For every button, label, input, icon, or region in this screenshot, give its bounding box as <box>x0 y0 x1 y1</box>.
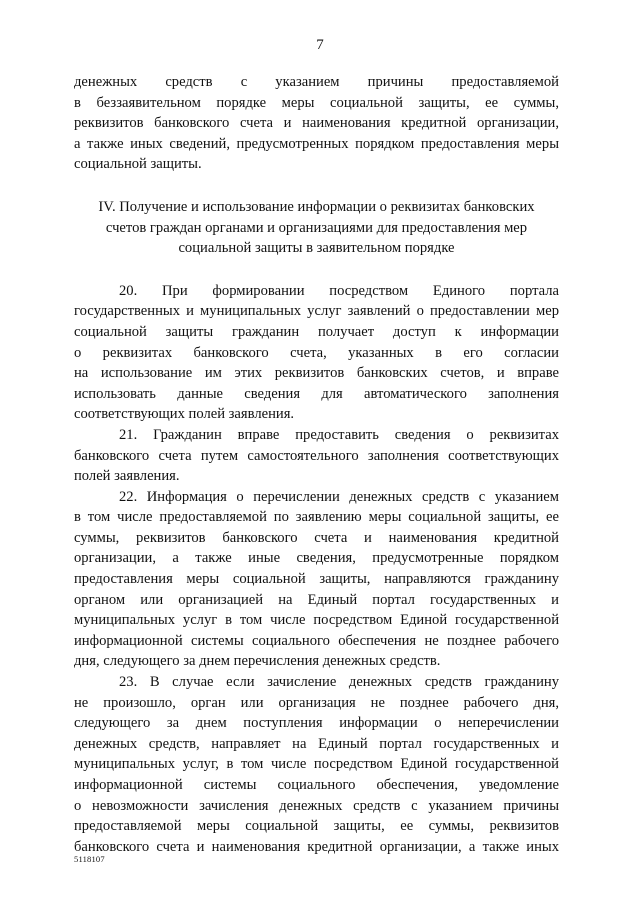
text-line: 20. При формировании посредством Единого портала <box>119 282 559 299</box>
text-line: банковского счета и наименования кредитной организации, а также иных <box>74 838 559 855</box>
text-line: соответствующих полей заявления. <box>74 406 295 423</box>
paragraph-20 <box>74 281 559 425</box>
section-heading <box>74 197 559 259</box>
text-line: денежных средств, направляет на Единый портал государственных и <box>74 735 559 752</box>
paragraph-23 <box>74 672 559 857</box>
paragraph-22 <box>74 487 559 672</box>
heading-line: IV. Получение и использование информации о реквизитах банковских <box>98 198 535 215</box>
heading-line: счетов граждан органами и организациями для предоставления мер <box>105 219 528 236</box>
text-line: предоставляемой меры социальной защиты, ее суммы, реквизитов <box>74 818 559 835</box>
paragraph-21 <box>74 425 559 487</box>
text-line: реквизитов банковского счета и наименования кредитной организации, <box>74 115 559 132</box>
text-line: муниципальных услуг в том числе посредством Единой государственной <box>74 612 559 629</box>
text-line: 21. Гражданин вправе предоставить сведения о реквизитах <box>119 426 559 443</box>
text-line: органом или организацией на Единый портал государственных и <box>74 591 559 608</box>
text-line: информационной системы социального обеспечения не позднее рабочего <box>74 632 559 649</box>
intro-paragraph <box>74 72 559 175</box>
text-line: социальной защиты. <box>74 156 202 173</box>
text-line: банковского счета путем самостоятельного заполнения соответствующих <box>74 447 559 464</box>
text-line: полей заявления. <box>74 468 180 485</box>
text-line: организации, а также иные сведения, предусмотренные порядком <box>74 550 559 567</box>
text-line: не произошло, орган или организация не позднее рабочего дня, <box>74 694 559 711</box>
page-number: 7 <box>316 37 324 53</box>
text-line: дня, следующего за днем перечисления денежных средств. <box>74 653 441 670</box>
document-code: 5118107 <box>74 854 105 864</box>
text-line: использовать данные сведения для автоматического заполнения <box>74 385 559 402</box>
text-line: на использование им этих реквизитов банковских счетов, и вправе <box>74 365 559 382</box>
text-line: денежных средств с указанием причины предоставляемой <box>74 74 559 90</box>
text-line: следующего за днем поступления информации о неперечислении <box>74 715 559 732</box>
text-line: предоставления меры социальной защиты, направляются гражданину <box>74 571 559 588</box>
text-line: информационной системы социального обеспечения, уведомление <box>74 777 559 793</box>
text-line: муниципальных услуг, в том числе посредством Единой государственной <box>74 756 559 773</box>
text-line: а также иных сведений, предусмотренных порядком предоставления меры <box>74 135 559 152</box>
heading-line: социальной защиты в заявительном порядке <box>178 240 455 257</box>
document-body <box>74 72 559 857</box>
text-line: в том числе предоставляемой по заявлению меры социальной защиты, ее <box>74 509 559 526</box>
text-line: социальной защиты гражданин получает доступ к информации <box>74 323 559 340</box>
text-line: в беззаявительном порядке меры социальной защиты, ее суммы, <box>74 94 559 111</box>
text-line: о невозможности зачисления денежных средств с указанием причины <box>74 797 559 814</box>
text-line: о реквизитах банковского счета, указанных в его согласии <box>74 344 559 361</box>
text-line: государственных и муниципальных услуг заявлений о предоставлении мер <box>74 303 559 320</box>
text-line: 23. В случае если зачисление денежных средств гражданину <box>119 674 559 691</box>
text-line: суммы, реквизитов банковского счета и наименования кредитной <box>74 529 559 546</box>
text-line: 22. Информация о перечислении денежных средств с указанием <box>119 488 559 505</box>
